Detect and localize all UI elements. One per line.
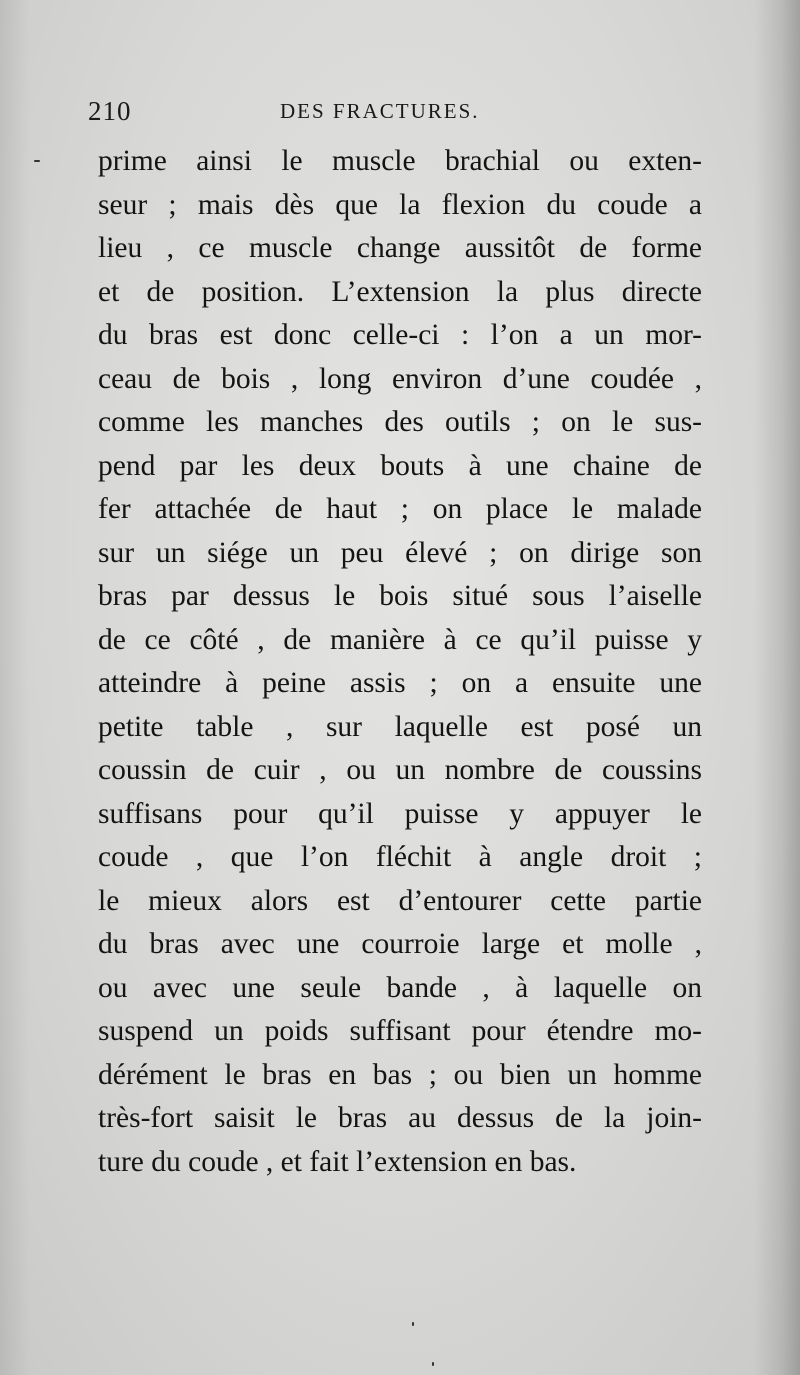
- gutter-shadow: [0, 0, 30, 1375]
- text-line: lieu , ce muscle change aussitôt de forme: [98, 232, 702, 264]
- text-line: et de position. L’extension la plus directe: [98, 275, 702, 308]
- text-line: fer attachée de haut ; on place le malade: [98, 493, 702, 525]
- text-line: petite table , sur laquelle est posé un: [98, 710, 702, 743]
- page-number: 210: [88, 96, 132, 126]
- text-line: prime ainsi le muscle brachial ou exten-: [98, 145, 702, 177]
- text-line: de ce côté , de manière à ce qu’il puisse y: [98, 623, 702, 656]
- text-line: atteindre à peine assis ; on a ensuite une: [98, 667, 702, 699]
- text-line: ou avec une seule bande , à laquelle on: [98, 971, 702, 1004]
- text-line: dérément le bras en bas ; ou bien un homme: [98, 1058, 702, 1091]
- text-line: comme les manches des outils ; on le sus-: [98, 406, 702, 438]
- text-line: du bras avec une courroie large et molle ,: [98, 928, 702, 960]
- text-line: ture du coude , et fait l’extension en bas.: [98, 1145, 577, 1178]
- text-line: sur un siége un peu élevé ; on dirige son: [98, 536, 702, 569]
- text-line: le mieux alors est d’entourer cette partie: [98, 884, 702, 917]
- text-line: suffisans pour qu’il puisse y appuyer le: [98, 797, 702, 830]
- text-line: ceau de bois , long environ d’une coudée ,: [98, 362, 702, 395]
- running-head: [88, 96, 708, 132]
- text-line: coussin de cuir , ou un nombre de coussins: [98, 754, 702, 786]
- paper-speck: [412, 1322, 414, 1326]
- paper-speck: [34, 160, 40, 162]
- text-line: pend par les deux bouts à une chaine de: [98, 449, 702, 482]
- text-line: bras par dessus le bois situé sous l’aiselle: [98, 580, 702, 612]
- text-line: suspend un poids suffisant pour étendre mo-: [98, 1015, 702, 1047]
- text-line: seur ; mais dès que la flexion du coude a: [98, 188, 702, 221]
- text-line: coude , que l’on fléchit à angle droit ;: [98, 841, 702, 873]
- running-title: DES FRACTURES.: [280, 99, 480, 123]
- text-line: très-fort saisit le bras au dessus de la join-: [98, 1102, 702, 1134]
- paper-speck: [432, 1362, 434, 1366]
- text-line: du bras est donc celle-ci : l’on a un mor-: [98, 319, 702, 351]
- body-text: [98, 140, 702, 1184]
- page-edge-shadow: [754, 0, 800, 1375]
